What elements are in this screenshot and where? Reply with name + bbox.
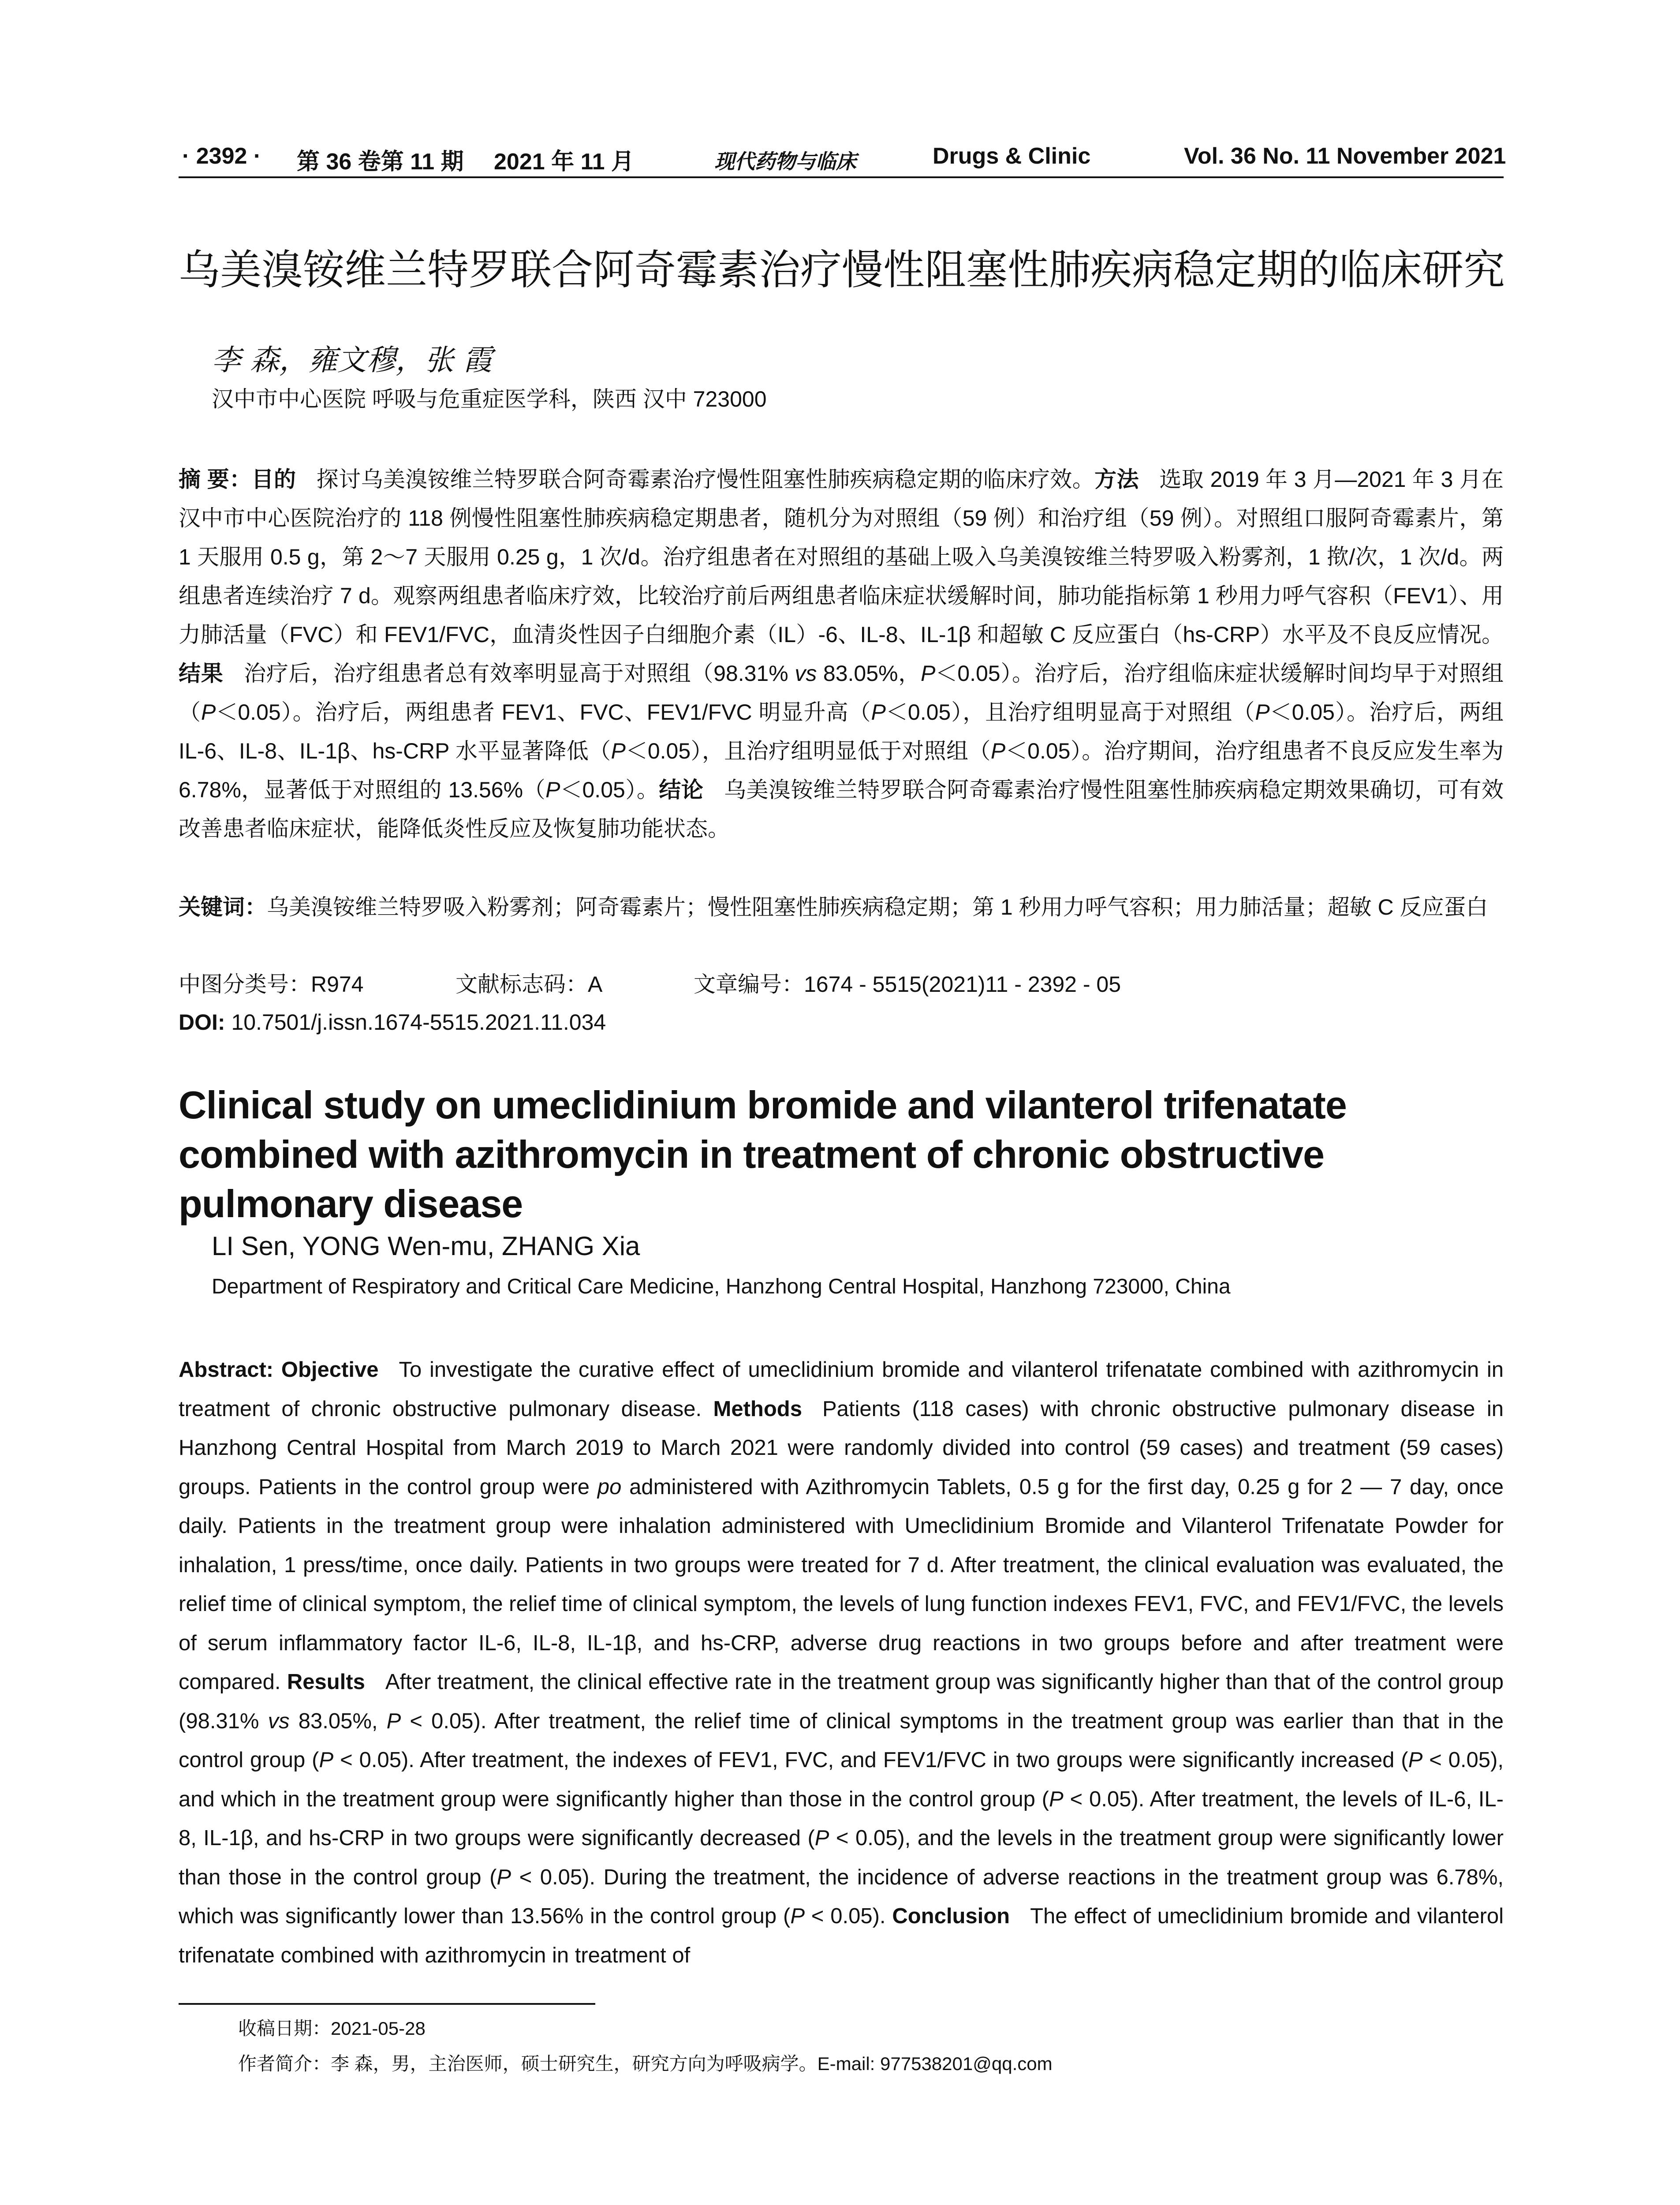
results-text-en: After treatment, the clinical effective rate in the treatment group was significantly higher than that of the control group (98.31% — [179, 1670, 1504, 1733]
p-italic: P — [790, 1904, 805, 1928]
results-text-cn: 83.05%， — [817, 661, 921, 686]
methods-label-cn: 方法 — [1094, 467, 1139, 492]
abstract-label-en: Abstract: — [179, 1358, 274, 1382]
conclusion-label-en: Conclusion — [892, 1904, 1010, 1928]
authors-cn: 李 森，雍文穆，张 霞 — [212, 343, 492, 377]
p-italic: P — [871, 700, 886, 725]
results-text-en: < 0.05). After treatment, the levels of IL-6, IL-8, IL-1β, and hs-CRP in two groups were significantly decreased ( — [179, 1787, 1504, 1850]
journal-name-cn: 现代药物与临床 — [714, 149, 856, 173]
results-text-cn: ＜0.05）。治疗后，两组患者 FEV1、FVC、FEV1/FVC 明显升高（ — [216, 700, 871, 725]
author-bio: 作者简介：李 森，男，主治医师，硕士研究生，研究方向为呼吸病学。E-mail: 977538201@qq.com — [238, 2053, 1053, 2074]
results-text-cn: ＜0.05），且治疗组明显低于对照组（ — [625, 739, 991, 763]
p-italic: P — [201, 700, 216, 725]
footnote-divider — [179, 2003, 595, 2005]
article-title-en: Clinical study on umeclidinium bromide and vilanterol trifenatate combined with azithromycin in treatment of chronic obstructive pulmonary disease — [179, 1083, 1347, 1226]
p-italic: P — [920, 661, 936, 686]
article-number: 文章编号：1674 - 5515(2021)11 - 2392 - 05 — [694, 972, 1121, 997]
p-italic: P — [1255, 700, 1270, 725]
document-code: 文献标志码：A — [455, 972, 603, 997]
abstract-label-cn: 摘 要： — [179, 467, 252, 492]
results-text-en: 83.05%, — [289, 1709, 387, 1733]
results-text-cn: ＜0.05）。 — [560, 777, 659, 802]
conclusion-text-cn: 乌美溴铵维兰特罗联合阿奇霉素治疗慢性阻塞性肺疾病稳定期效果确切，可有效改善患者临床症状，能降低炎性反应及恢复肺功能状态。 — [179, 777, 1504, 841]
journal-name-en: Drugs & Clinic — [933, 143, 1091, 169]
p-italic: P — [497, 1865, 511, 1889]
results-text-cn: 治疗后，治疗组患者总有效率明显高于对照组（98.31% — [243, 661, 795, 686]
affiliation-cn: 汉中市中心医院 呼吸与危重症医学科，陕西 汉中 723000 — [212, 387, 767, 411]
results-text-cn: ＜0.05）。治疗后，治疗组临床症状缓解时间均早于对照组（ — [179, 661, 1504, 725]
vs-italic: vs — [268, 1709, 290, 1733]
abstract-en — [179, 1350, 1504, 1975]
results-text-en: < 0.05). — [805, 1904, 886, 1928]
issue-cn: 第 36 卷第 11 期 — [297, 149, 464, 175]
results-text-en: < 0.05). After treatment, the relief time of clinical symptoms in the treatment group was earlier than that in the control group ( — [179, 1709, 1504, 1772]
objective-text-en: To investigate the curative effect of umeclidinium bromide and vilanterol trifenatate combined with azithromycin in treatment of chronic obstructive pulmonary disease. — [179, 1358, 1504, 1421]
p-italic: P — [1408, 1748, 1423, 1772]
volume-en: Vol. 36 No. 11 November 2021 — [1184, 143, 1506, 169]
results-text-cn: ＜0.05）。治疗后，两组 IL-6、IL-8、IL-1β、hs-CRP 水平显著降低（ — [179, 700, 1504, 763]
p-italic: P — [545, 777, 560, 802]
p-italic: P — [386, 1709, 401, 1733]
date-cn: 2021 年 11 月 — [494, 149, 634, 175]
results-text-en: < 0.05). After treatment, the indexes of FEV1, FVC, and FEV1/FVC in two groups were significantly increased ( — [333, 1748, 1408, 1772]
results-label-en: Results — [287, 1670, 365, 1694]
clc-number: 中图分类号：R974 — [179, 972, 364, 997]
p-italic: P — [990, 739, 1006, 763]
received-date: 收稿日期：2021-05-28 — [238, 2018, 426, 2039]
vs-italic: vs — [795, 661, 817, 686]
objective-label-en: Objective — [281, 1358, 379, 1382]
doi-label: DOI: — [179, 1010, 225, 1035]
doi-value: 10.7501/j.issn.1674-5515.2021.11.034 — [225, 1010, 606, 1035]
results-text-en: < 0.05). During the treatment, the incidence of adverse reactions in the treatment group was 6.78%, which was significantly lower than 13.56% in the control group ( — [179, 1865, 1504, 1928]
doi-row — [179, 1004, 606, 1041]
conclusion-label-cn: 结论 — [659, 777, 704, 802]
methods-text-en: Patients (118 cases) with chronic obstructive pulmonary disease in Hanzhong Central Hospital from March 2019 to March 2021 were randomly divided into control (59 cases) and treatment (59 cases) groups. Patients in the control group were — [179, 1397, 1504, 1499]
methods-text-en: administered with Azithromycin Tablets, 0.5 g for the first day, 0.25 g for 2 — 7 day, once daily. Patients in the treatment group were inhalation administered with Umeclidinium Bromide and Vilanterol Trifenatate Powder for inhalation, 1 press/time, once daily. Patients in two groups were treated for 7 d. After treatment, the clinical evaluation was evaluated, the relief time of clinical symptom, the relief time of clinical symptom, the levels of lung function indexes FEV1, FVC, and FEV1/FVC, the levels of serum inflammatory factor IL-6, IL-8, IL-1β, and hs-CRP, adverse drug reactions in two groups before and after treatment were compared. — [179, 1475, 1504, 1694]
po-italic: po — [597, 1475, 622, 1499]
objective-text-cn: 探讨乌美溴铵维兰特罗联合阿奇霉素治疗慢性阻塞性肺疾病稳定期的临床疗效。 — [316, 467, 1095, 492]
running-header — [179, 140, 1504, 178]
methods-label-en: Methods — [713, 1397, 802, 1421]
p-italic: P — [319, 1748, 334, 1772]
p-italic: P — [1049, 1787, 1064, 1811]
page-number: · 2392 · — [182, 143, 261, 169]
results-text-en: < 0.05), and which in the treatment group were significantly higher than those in the control group ( — [179, 1748, 1504, 1811]
keywords-cn — [179, 888, 1504, 927]
article-title-cn: 乌美溴铵维兰特罗联合阿奇霉素治疗慢性阻塞性肺疾病稳定期的临床研究 — [179, 247, 1505, 293]
objective-label-cn: 目的 — [251, 467, 296, 492]
p-italic: P — [611, 739, 626, 763]
affiliation-en: Department of Respiratory and Critical Care Medicine, Hanzhong Central Hospital, Hanzhong 723000, China — [212, 1275, 1231, 1298]
p-italic: P — [814, 1826, 829, 1850]
methods-text-cn: 选取 2019 年 3 月—2021 年 3 月在汉中市中心医院治疗的 118 例慢性阻塞性肺疾病稳定期患者，随机分为对照组（59 例）和治疗组（59 例）。对照组口服阿奇霉素片，第 1 天服用 0.5 g，第 2～7 天服用 0.25 g，1 次/d。治疗组患者在对照组的基础上吸入乌美溴铵维兰特罗吸入粉雾剂，1 揿/次，1 次/d。两组患者连续治疗 7 d。观察两组患者临床疗效，比较治疗前后两组患者临床症状缓解时间，肺功能指标第 1 秒用力呼气容积（FEV1）、用力肺活量（FVC）和 FEV1/FVC，血清炎性因子白细胞介素（IL）-6、IL-8、IL-1β 和超敏 C 反应蛋白（hs-CRP）水平及不良反应情况。 — [179, 467, 1504, 647]
conclusion-text-en: The effect of umeclidinium bromide and vilanterol trifenatate combined with azithromycin in treatment of — [179, 1904, 1504, 1967]
results-label-cn: 结果 — [179, 661, 224, 686]
results-text-cn: ＜0.05），且治疗组明显高于对照组（ — [885, 700, 1255, 725]
abstract-cn — [179, 460, 1504, 848]
authors-en: LI Sen, YONG Wen-mu, ZHANG Xia — [212, 1231, 640, 1261]
results-text-cn: ＜0.05）。治疗期间，治疗组患者不良反应发生率为 6.78%，显著低于对照组的 13.56%（ — [179, 739, 1504, 802]
keywords-text-cn: 乌美溴铵维兰特罗吸入粉雾剂；阿奇霉素片；慢性阻塞性肺疾病稳定期；第 1 秒用力呼气容积；用力肺活量；超敏 C 反应蛋白 — [267, 895, 1488, 919]
results-text-en: < 0.05), and the levels in the treatment group were significantly lower than those in the control group ( — [179, 1826, 1504, 1889]
keywords-label-cn: 关键词： — [179, 895, 267, 919]
